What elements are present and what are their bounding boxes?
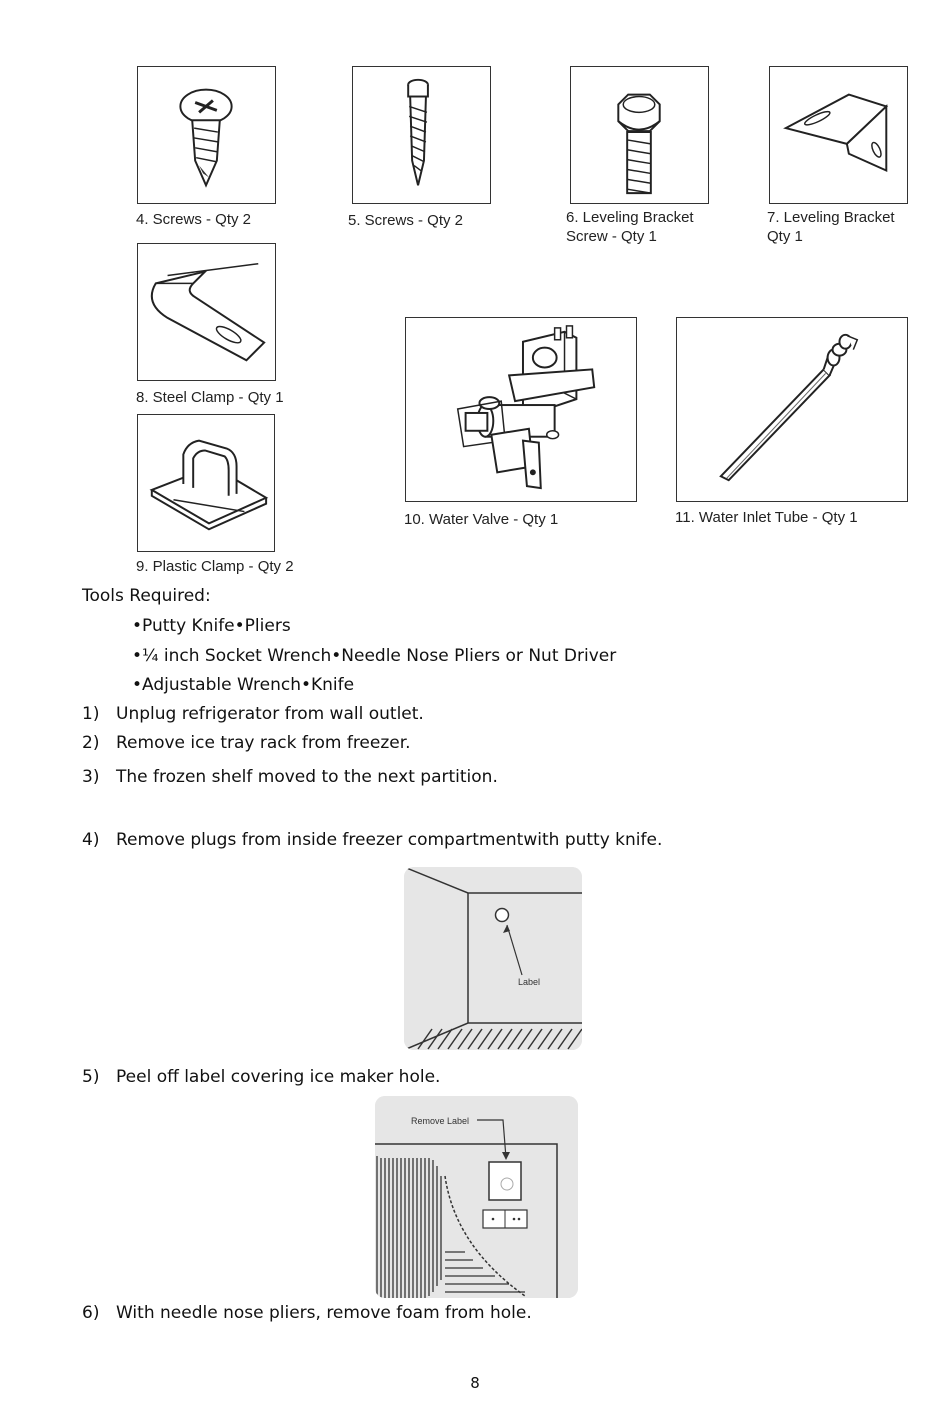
step-3-number: 3): [82, 767, 100, 787]
part-11-caption: 11. Water Inlet Tube - Qty 1: [675, 509, 858, 526]
part-10-image: [405, 317, 637, 502]
step-1-text: Unplug refrigerator from wall outlet.: [116, 704, 424, 724]
part-9-caption: 9. Plastic Clamp - Qty 2: [136, 558, 294, 575]
step-3-text: The frozen shelf moved to the next partition.: [116, 767, 498, 787]
tools-line-1: •Putty Knife•Pliers: [132, 616, 291, 636]
tools-heading: Tools Required:: [82, 586, 211, 606]
freezer-label-text: Label: [518, 977, 541, 987]
part-4-image: [137, 66, 276, 204]
step-6-text: With needle nose pliers, remove foam from hole.: [116, 1303, 532, 1323]
step-4-text: Remove plugs from inside freezer compartmentwith putty knife.: [116, 830, 663, 850]
part-5-image: [352, 66, 491, 204]
step-5-text: Peel off label covering ice maker hole.: [116, 1067, 441, 1087]
tools-line-3: •Adjustable Wrench•Knife: [132, 675, 355, 695]
part-6-caption: 6. Leveling Bracket Screw - Qty 1: [566, 209, 694, 245]
remove-label-figure: [375, 1096, 578, 1298]
page-number: 8: [470, 1374, 480, 1392]
tools-line-2: •¼ inch Socket Wrench•Needle Nose Pliers or Nut Driver: [132, 646, 617, 666]
part-8-caption: 8. Steel Clamp - Qty 1: [136, 389, 284, 406]
part-7-image: [769, 66, 908, 204]
part-8-image: [137, 243, 276, 381]
freezer-label-figure: [404, 867, 582, 1050]
step-2-number: 2): [82, 733, 100, 753]
step-5-number: 5): [82, 1067, 100, 1087]
water-inlet-tube-icon: [677, 318, 907, 501]
part-5-caption: 5. Screws - Qty 2: [348, 212, 464, 229]
part-4-caption: 4. Screws - Qty 2: [136, 211, 252, 228]
part-10-caption: 10. Water Valve - Qty 1: [404, 511, 559, 528]
remove-label-text: Remove Label: [411, 1116, 470, 1126]
step-6-number: 6): [82, 1303, 100, 1323]
plastic-clamp-icon: [138, 415, 274, 551]
step-2-text: Remove ice tray rack from freezer.: [116, 733, 411, 753]
part-6-image: [570, 66, 709, 204]
screw-icon: [138, 67, 275, 203]
steel-clamp-icon: [138, 244, 275, 380]
step-4-number: 4): [82, 830, 100, 850]
water-valve-icon: [406, 318, 636, 501]
bracket-icon: [770, 67, 907, 203]
part-11-image: [676, 317, 908, 502]
part-7-caption: 7. Leveling Bracket Qty 1: [767, 209, 895, 245]
hex-bolt-icon: [571, 67, 708, 203]
step-1-number: 1): [82, 704, 100, 724]
part-9-image: [137, 414, 275, 552]
wood-screw-icon: [353, 67, 490, 203]
